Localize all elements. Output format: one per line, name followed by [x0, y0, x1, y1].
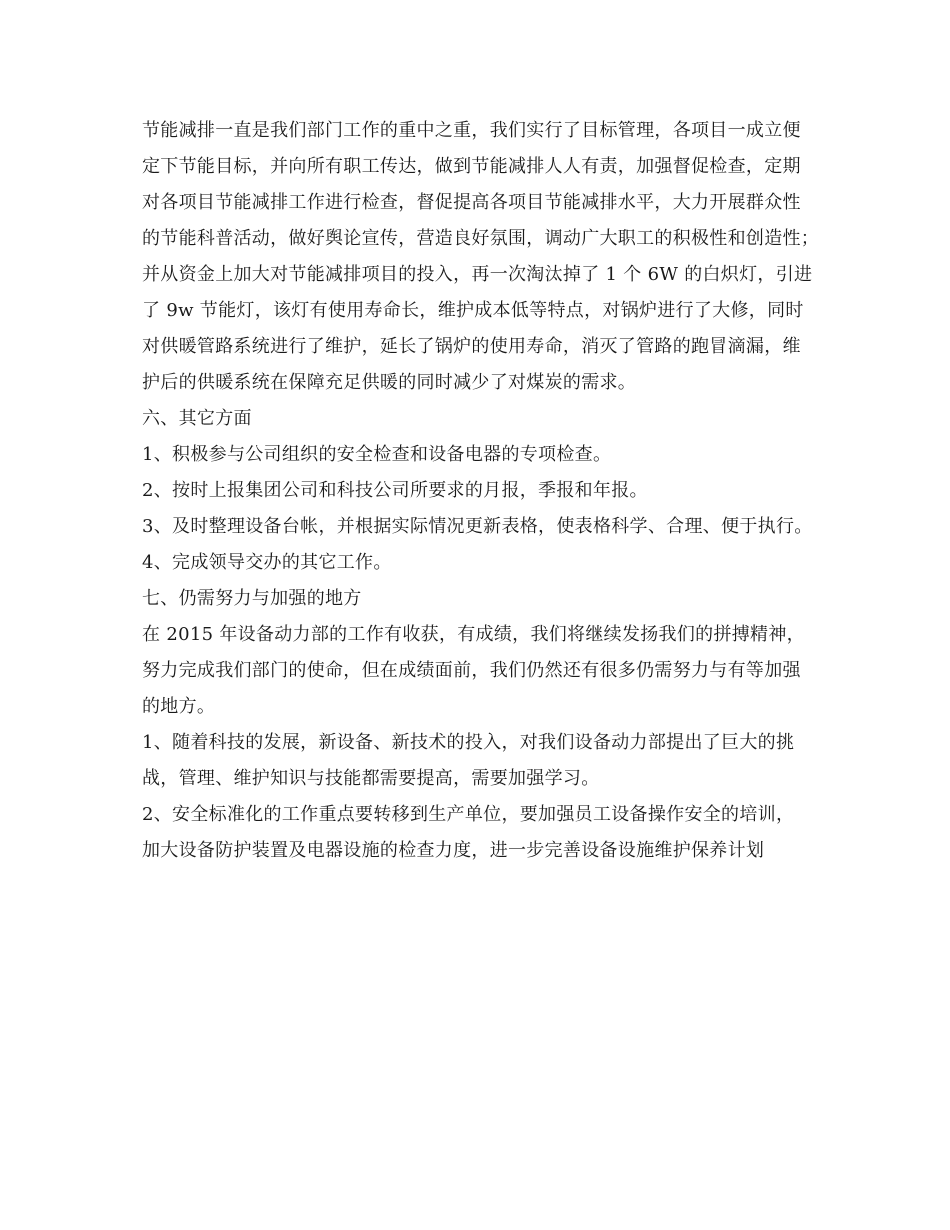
paragraph-line: 的地方。	[142, 696, 216, 717]
paragraph-line: 在 2015 年设备动力部的工作有收获，有成绩，我们将继续发扬我们的拼搏精神，	[142, 624, 805, 645]
list-item: 2、安全标准化的工作重点要转移到生产单位，要加强员工设备操作安全的培训，	[142, 804, 795, 825]
list-item: 加大设备防护装置及电器设施的检查力度，进一步完善设备设施维护保养计划	[142, 840, 765, 861]
list-item: 1、积极参与公司组织的安全检查和设备电器的专项检查。	[142, 444, 612, 465]
paragraph-line: 定下节能目标，并向所有职工传达，做到节能减排人人有责，加强督促检查，定期	[142, 156, 801, 177]
paragraph-line: 并从资金上加大对节能减排项目的投入，再一次淘汰掉了 1 个 6W 的白炽灯，引进	[142, 264, 813, 285]
list-item: 1、随着科技的发展，新设备、新技术的投入，对我们设备动力部提出了巨大的挑	[142, 732, 795, 753]
paragraph-line: 努力完成我们部门的使命，但在成绩面前，我们仍然还有很多仍需努力与有等加强	[142, 660, 801, 681]
list-item: 战，管理、维护知识与技能都需要提高，需要加强学习。	[142, 768, 600, 789]
paragraph-line: 了 9w 节能灯，该灯有使用寿命长，维护成本低等特点，对锅炉进行了大修，同时	[142, 300, 804, 321]
section-heading-improvement: 七、仍需努力与加强的地方	[142, 588, 362, 609]
paragraph-line: 的节能科普活动，做好舆论宣传，营造良好氛围，调动广大职工的积极性和创造性；	[142, 228, 820, 249]
document-body	[142, 113, 822, 869]
section-heading-other: 六、其它方面	[142, 408, 252, 429]
list-item: 3、及时整理设备台帐，并根据实际情况更新表格，使表格科学、合理、便于执行。	[142, 516, 813, 537]
paragraph-line: 节能减排一直是我们部门工作的重中之重，我们实行了目标管理，各项目一成立便	[142, 120, 801, 141]
list-item: 2、按时上报集团公司和科技公司所要求的月报，季报和年报。	[142, 480, 648, 501]
paragraph-line: 对各项目节能减排工作进行检查，督促提高各项目节能减排水平，大力开展群众性	[142, 192, 801, 213]
paragraph-line: 护后的供暖系统在保障充足供暖的同时减少了对煤炭的需求。	[142, 372, 637, 393]
list-item: 4、完成领导交办的其它工作。	[142, 552, 392, 573]
paragraph-line: 对供暖管路系统进行了维护，延长了锅炉的使用寿命，消灭了管路的跑冒滴漏，维	[142, 336, 801, 357]
